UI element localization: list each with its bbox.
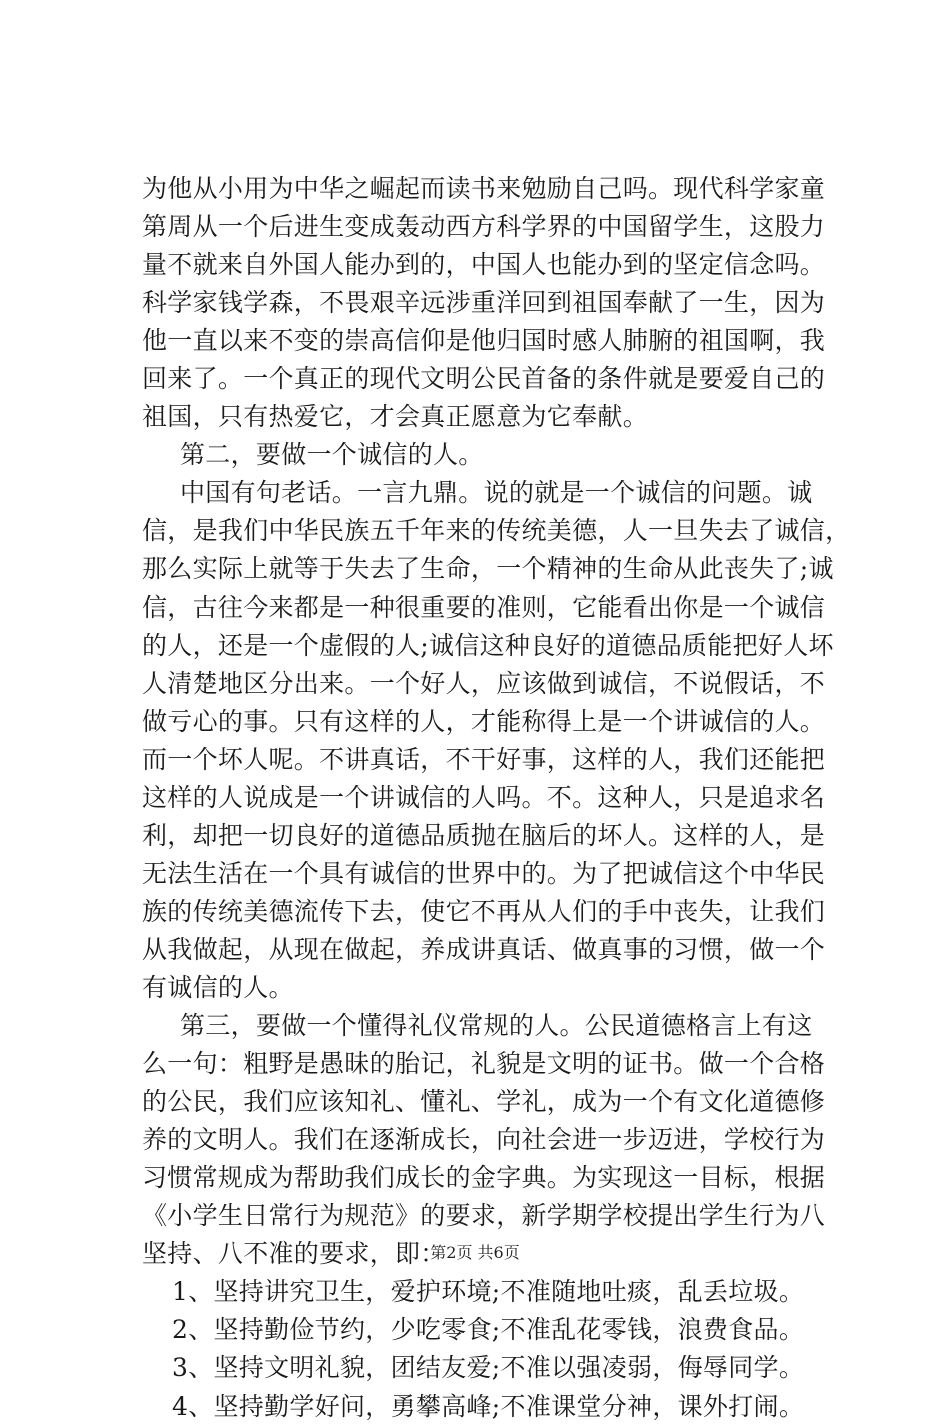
list-item: 4、坚持勤学好问，勇攀高峰;不准课堂分神，课外打闹。 [172, 1391, 805, 1421]
text-line: 回来了。一个真正的现代文明公民首备的条件就是要爱自己的 [142, 364, 826, 394]
text-line: 么一句：粗野是愚昧的胎记，礼貌是文明的证书。做一个合格 [142, 1049, 826, 1079]
text-line: 族的传统美德流传下去，使它不再从人们的手中丧失，让我们 [142, 896, 826, 926]
text-line: 他一直以来不变的崇高信仰是他归国时感人肺腑的祖国啊，我 [142, 326, 826, 356]
text-line: 的公民，我们应该知礼、懂礼、学礼，成为一个有文化道德修 [142, 1087, 826, 1117]
text-line: 为他从小用为中华之崛起而读书来勉励自己吗。现代科学家童 [142, 174, 826, 203]
paragraph-first-line: 中国有句老话。一言九鼎。说的就是一个诚信的问题。诚 [180, 478, 813, 508]
text-line: 养的文明人。我们在逐渐成长，向社会进一步迈进，学校行为 [142, 1125, 826, 1155]
page-number: 第2页 共6页 [430, 1243, 520, 1262]
text-line: 做亏心的事。只有这样的人，才能称得上是一个讲诚信的人。 [142, 706, 826, 736]
text-line: 而一个坏人呢。不讲真话，不干好事，这样的人，我们还能把 [142, 744, 826, 774]
text-line: 利，却把一切良好的道德品质抛在脑后的坏人。这样的人，是 [142, 820, 826, 850]
text-line: 信，是我们中华民族五千年来的传统美德，人一旦失去了诚信， [142, 516, 851, 546]
document-body [142, 170, 851, 1426]
text-line: 《小学生日常行为规范》的要求，新学期学校提出学生行为八 [142, 1201, 826, 1231]
text-line: 从我做起，从现在做起，养成讲真话、做真事的习惯，做一个 [142, 934, 826, 964]
text-line: 的人，还是一个虚假的人;诚信这种良好的道德品质能把好人坏 [142, 630, 834, 660]
list-item: 3、坚持文明礼貌，团结友爱;不准以强凌弱，侮辱同学。 [172, 1353, 805, 1383]
section-heading: 第二，要做一个诚信的人。 [180, 440, 484, 470]
text-line: 坚持、八不准的要求，即： [142, 1239, 446, 1269]
text-line: 那么实际上就等于失去了生命，一个精神的生命从此丧失了;诚 [142, 554, 834, 584]
text-line: 习惯常规成为帮助我们成长的金字典。为实现这一目标，根据 [142, 1163, 826, 1193]
text-line: 这样的人说成是一个讲诚信的人吗。不。这种人，只是追求名 [142, 782, 826, 812]
list-item: 2、坚持勤俭节约，少吃零食;不准乱花零钱，浪费食品。 [172, 1315, 805, 1345]
text-line: 量不就来自外国人能办到的，中国人也能办到的坚定信念吗。 [142, 250, 826, 280]
paragraph-first-line: 第三，要做一个懂得礼仪常规的人。公民道德格言上有这 [180, 1011, 813, 1041]
text-line: 有诚信的人。 [142, 972, 294, 1002]
text-line: 祖国，只有热爱它，才会真正愿意为它奉献。 [142, 402, 649, 432]
text-line: 信，古往今来都是一种很重要的准则，它能看出你是一个诚信 [142, 592, 826, 622]
list-item: 1、坚持讲究卫生，爱护环境;不准随地吐痰，乱丢垃圾。 [172, 1277, 805, 1307]
text-line: 无法生活在一个具有诚信的世界中的。为了把诚信这个中华民 [142, 858, 826, 888]
text-line: 科学家钱学森，不畏艰辛远涉重洋回到祖国奉献了一生，因为 [142, 288, 826, 318]
text-line: 人清楚地区分出来。一个好人，应该做到诚信，不说假话，不 [142, 668, 826, 698]
text-line: 第周从一个后进生变成轰动西方科学界的中国留学生，这股力 [142, 212, 826, 242]
